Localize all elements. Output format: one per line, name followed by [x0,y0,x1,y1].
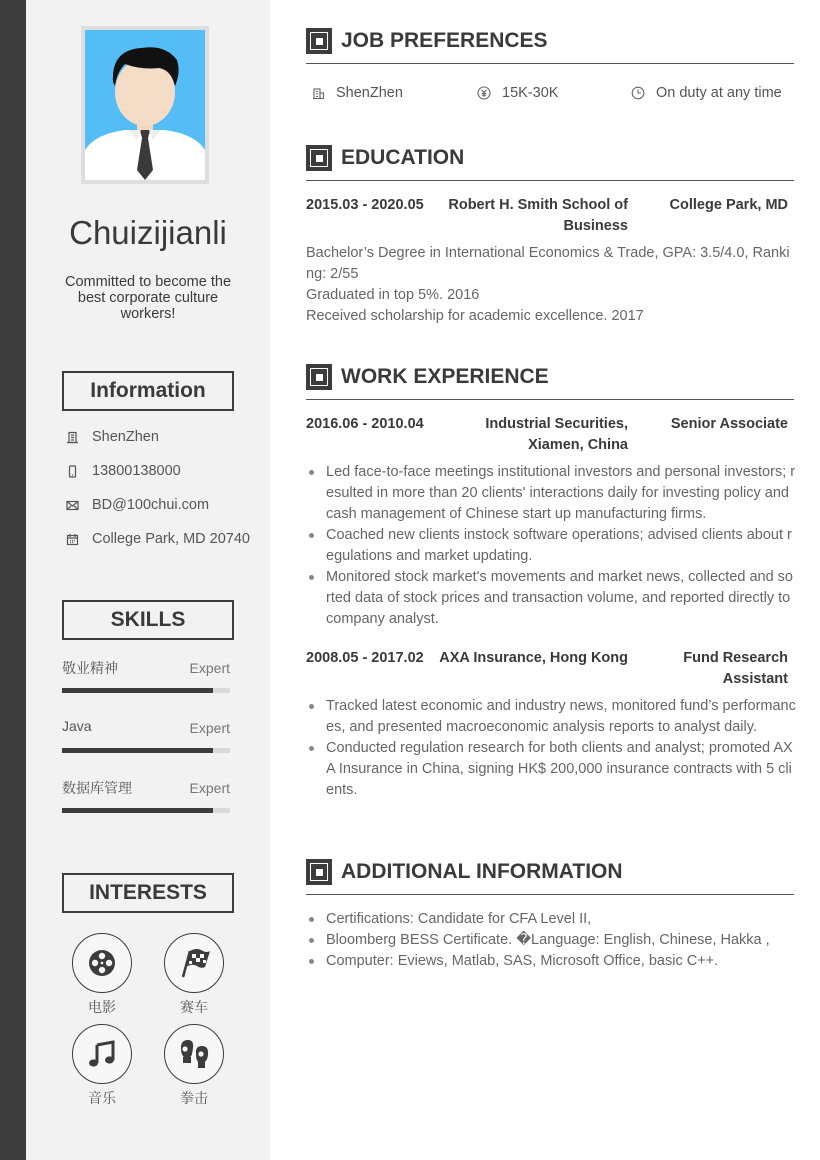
film-reel-icon [72,933,132,993]
skill-fill [62,808,213,813]
boxing-gloves-icon [164,1024,224,1084]
interest-boxing [164,1024,224,1108]
info-location [64,426,159,448]
skill-fill [62,688,213,693]
skill-item [62,658,230,698]
skill-item [62,778,230,818]
pref-availability-text: On duty at any time [656,85,782,101]
phone-icon [64,463,80,479]
job-role: Senior Associate [670,416,788,432]
skill-name: Java [62,718,92,734]
skill-name: 敬业精神 [62,660,118,676]
pref-salary [476,82,558,104]
clock-icon [630,85,646,101]
list-item: Tracked latest economic and industry news, monitored fund’s performances, and presented macroeconomic analysis reports to analyst daily. [306,696,796,738]
skill-name: 数据库管理 [62,780,132,796]
job-meta [306,414,792,456]
education-meta [306,195,792,237]
job-date: 2008.05 - 2017.02 [306,650,424,666]
job-bullets [306,696,796,801]
building-icon [310,85,326,101]
skill-level: Expert [189,660,230,676]
left-dark-strip [0,0,26,1160]
job-bullets [306,462,796,630]
info-address [64,528,250,550]
list-item: Monitored stock market's movements and market news, collected and sorted data of stock prices and transaction volume, and reported directly to company analyst. [306,567,796,630]
education-details [306,243,796,327]
profile-tagline: Committed to become the best corporate culture workers! [64,274,232,322]
skill-level: Expert [189,780,230,796]
skill-fill [62,748,213,753]
interest-racing [164,933,224,1017]
info-email-text: BD@100chui.com [92,497,210,513]
pref-availability [630,82,782,104]
info-phone [64,460,181,482]
skill-track [62,688,230,693]
info-phone-text: 13800138000 [92,463,181,479]
info-location-text: ShenZhen [92,429,159,445]
section-title: JOB PREFERENCES [341,29,548,52]
job-date: 2016.06 - 2010.04 [306,416,424,432]
skill-track [62,748,230,753]
job-company: Industrial Securities, Xiamen, China [485,416,628,453]
section-job-preferences [306,28,794,64]
section-education [306,145,794,181]
pref-location-text: ShenZhen [336,85,403,101]
interests-heading: INTERESTS [62,873,234,913]
info-email [64,494,209,516]
calendar-icon [64,531,80,547]
section-title: ADDITIONAL INFORMATION [341,860,623,883]
interest-label: 电影 [88,999,116,1015]
list-item: Certifications: Candidate for CFA Level II, [306,909,796,930]
list-item: Led face-to-face meetings institutional investors and personal investors; resulted in more than 20 clients' interactions daily for investing policy and cash management of Chinese start up manufacturing firms. [306,462,796,525]
education-line: Bachelor’s Degree in International Economics & Trade, GPA: 3.5/4.0, Ranking: 2/55 [306,245,790,282]
education-date: 2015.03 - 2020.05 [306,197,424,213]
education-school: Robert H. Smith School of Business [448,197,628,234]
section-marker-icon [306,28,332,54]
job-company: AXA Insurance, Hong Kong [439,650,628,666]
section-title: WORK EXPERIENCE [341,365,549,388]
interest-label: 拳击 [180,1090,208,1106]
section-title: EDUCATION [341,146,465,169]
skill-item [62,718,230,758]
list-item: Bloomberg BESS Certificate. �Language: English, Chinese, Hakka , [306,930,796,951]
mail-icon [64,497,80,513]
job-meta [306,648,792,690]
pref-salary-text: 15K-30K [502,85,559,101]
info-address-text: College Park, MD 20740 [92,531,250,547]
list-item: Computer: Eviews, Matlab, SAS, Microsoft Office, basic C++. [306,951,796,972]
interest-label: 音乐 [88,1090,116,1106]
list-item: Coached new clients instock software operations; advised clients about regulations and market updating. [306,525,796,567]
interest-movies [72,933,132,1017]
section-additional-information [306,859,794,895]
sidebar [26,0,270,1160]
section-marker-icon [306,859,332,885]
interest-label: 赛车 [180,999,208,1015]
music-note-icon [72,1024,132,1084]
skills-heading: SKILLS [62,600,234,640]
profile-name: Chuizijianli [69,214,227,251]
additional-bullets [306,909,796,972]
education-line: Graduated in top 5%. 2016 [306,287,480,303]
job-role: Fund Research Assistant [683,650,788,687]
yuan-icon [476,85,492,101]
skill-level: Expert [189,720,230,736]
building-icon [64,429,80,445]
skill-track [62,808,230,813]
pref-location [310,82,403,104]
racing-flag-icon [164,933,224,993]
education-location: College Park, MD [669,197,788,213]
profile-photo [81,26,209,184]
interest-music [72,1024,132,1108]
section-marker-icon [306,364,332,390]
list-item: Conducted regulation research for both clients and analyst; promoted AXA Insurance in China, signing HK$ 200,000 insurance contracts with 5 clients. [306,738,796,801]
section-marker-icon [306,145,332,171]
education-line: Received scholarship for academic excellence. 2017 [306,308,644,324]
information-heading: Information [62,371,234,411]
section-work-experience [306,364,794,400]
